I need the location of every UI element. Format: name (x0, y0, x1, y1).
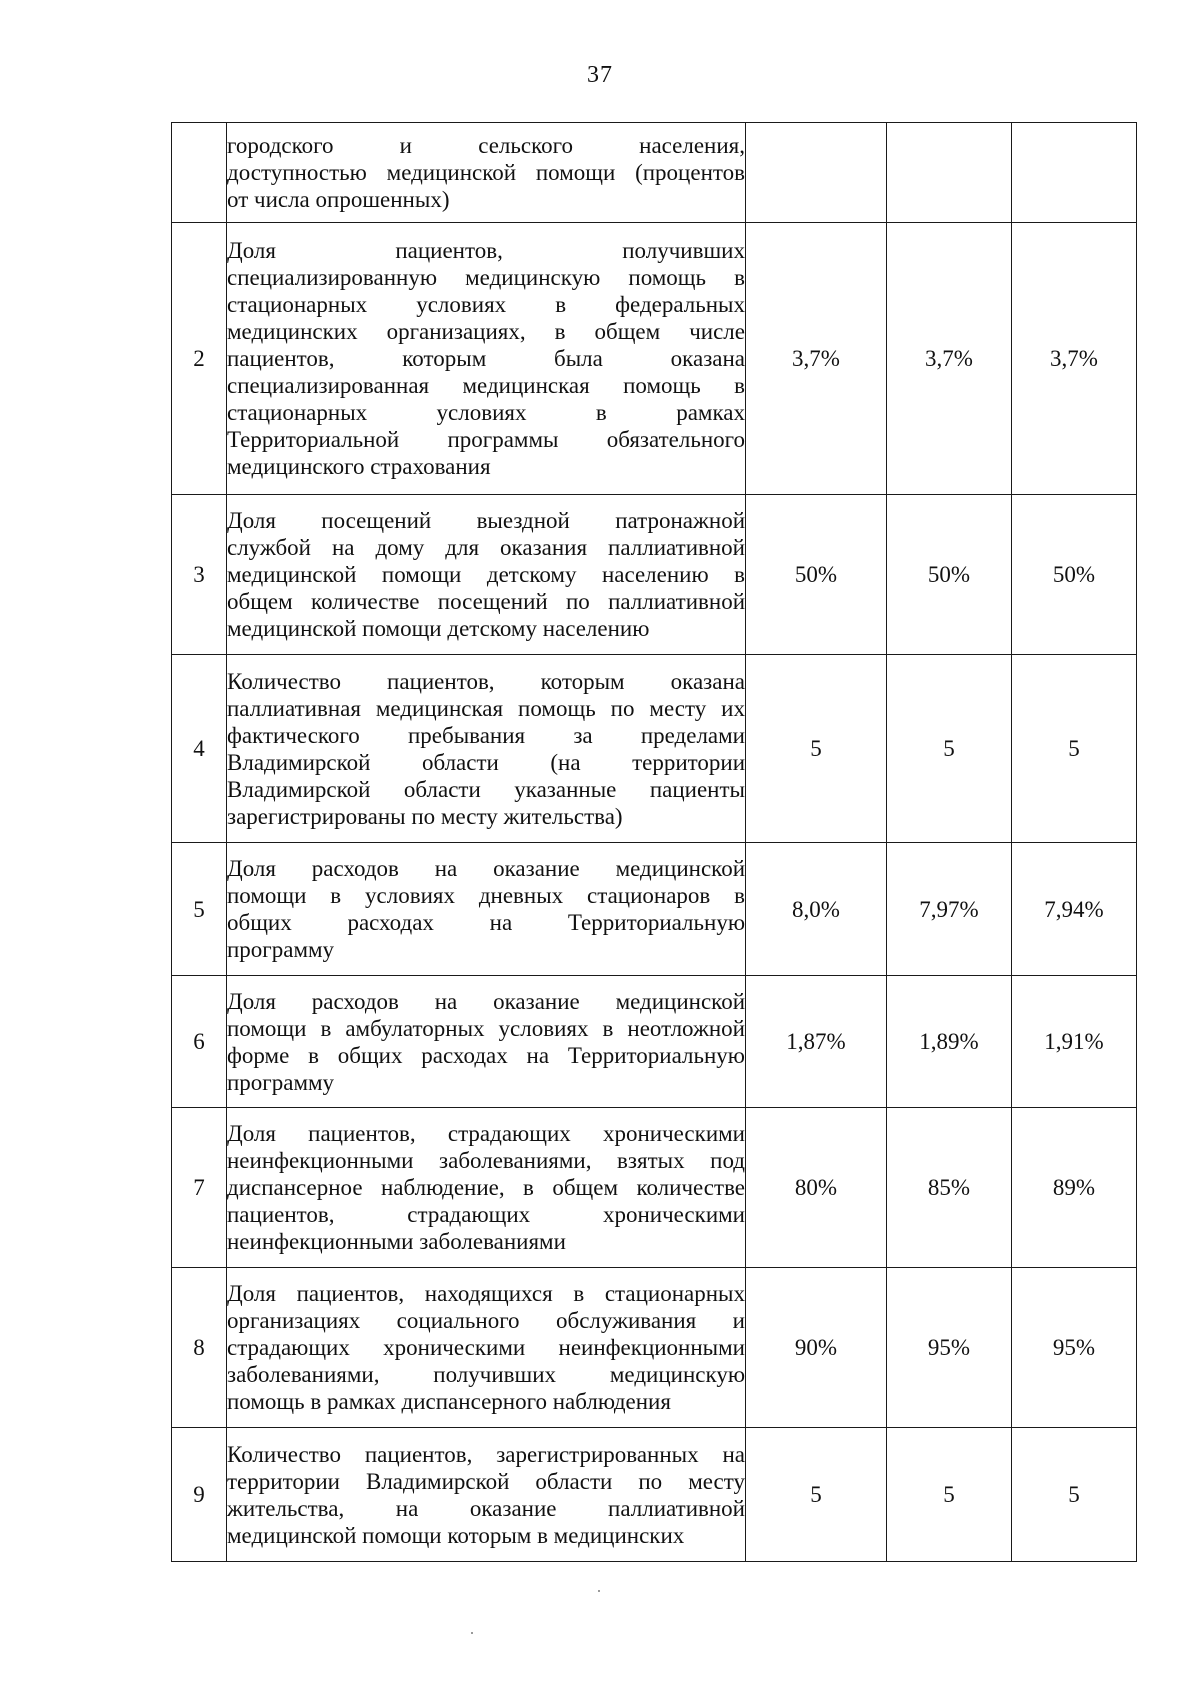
description-line: специализированная медицинская помощь в (227, 373, 745, 398)
description-line: Владимирской области (на территории (227, 749, 745, 775)
description-line: Доля посещений выездной патронажной (227, 508, 745, 533)
description-line: Доля пациентов, находящихся в стационарных (227, 1281, 745, 1306)
description-line: заболеваниями, получивших медицинскую (227, 1362, 745, 1387)
description-line: стационарных условиях в федеральных (227, 292, 745, 317)
description-line: жительства, на оказание паллиативной (227, 1495, 745, 1521)
description-line: специализированную медицинскую помощь в (227, 265, 745, 290)
description-line: доступностью медицинской помощи (процентов (227, 160, 745, 185)
description-line: помощи в амбулаторных условиях в неотложной (227, 1015, 745, 1041)
indicator-description (227, 123, 746, 223)
description-line: помощи в условиях дневных стационаров в (227, 883, 745, 908)
value-year-3 (1012, 123, 1137, 223)
value-year-2: 95% (887, 1268, 1012, 1428)
value-year-1: 5 (746, 655, 887, 843)
row-number: 4 (172, 655, 227, 843)
page-number: 37 (587, 62, 613, 88)
description-line: территории Владимирской области по месту (227, 1468, 745, 1494)
indicator-description (227, 1428, 746, 1562)
description-line: пациентов, которым была оказана (227, 346, 745, 371)
value-year-2: 50% (887, 495, 1012, 655)
value-year-2: 3,7% (887, 223, 1012, 495)
row-number: 7 (172, 1108, 227, 1268)
value-year-1: 8,0% (746, 843, 887, 976)
value-year-1: 90% (746, 1268, 887, 1428)
value-year-1: 1,87% (746, 976, 887, 1108)
description-line: организациях социального обслуживания и (227, 1308, 745, 1333)
value-year-2: 1,89% (887, 976, 1012, 1108)
description-line: медицинской помощи детскому населению в (227, 562, 745, 587)
value-year-3: 5 (1012, 655, 1137, 843)
indicators-table-body (172, 123, 1137, 1562)
value-year-2: 85% (887, 1108, 1012, 1268)
value-year-1: 5 (746, 1428, 887, 1562)
description-line: Доля расходов на оказание медицинской (227, 856, 745, 881)
value-year-2: 5 (887, 655, 1012, 843)
description-line: стационарных условиях в рамках (227, 400, 745, 425)
value-year-3: 89% (1012, 1108, 1137, 1268)
description-line: медицинского страхования (227, 454, 491, 479)
description-line: медицинских организациях, в общем числе (227, 319, 745, 344)
description-line: фактического пребывания за пределами (227, 722, 745, 748)
description-line: Количество пациентов, зарегистрированных на (227, 1441, 745, 1467)
indicator-description (227, 976, 746, 1108)
value-year-2: 7,97% (887, 843, 1012, 976)
description-line: страдающих хроническими неинфекционными (227, 1335, 745, 1360)
scan-dot (598, 1590, 600, 1592)
table-row (172, 843, 1137, 976)
table-row (172, 1428, 1137, 1562)
row-number: 2 (172, 223, 227, 495)
description-line: общем количестве посещений по паллиативной (227, 589, 745, 614)
row-number: 8 (172, 1268, 227, 1428)
value-year-2: 5 (887, 1428, 1012, 1562)
table-row (172, 123, 1137, 223)
description-line: зарегистрированы по месту жительства) (227, 803, 623, 829)
value-year-1 (746, 123, 887, 223)
description-line: Доля расходов на оказание медицинской (227, 988, 745, 1014)
row-number: 6 (172, 976, 227, 1108)
description-line: Количество пациентов, которым оказана (227, 668, 745, 694)
description-line: диспансерное наблюдение, в общем количестве (227, 1175, 745, 1200)
description-line: неинфекционными заболеваниями, взятых под (227, 1148, 745, 1173)
indicator-description (227, 1108, 746, 1268)
description-line: неинфекционными заболеваниями (227, 1229, 566, 1254)
value-year-3: 7,94% (1012, 843, 1137, 976)
description-line: общих расходах на Территориальную (227, 910, 745, 935)
indicators-table (171, 122, 1137, 1562)
table-row (172, 223, 1137, 495)
description-line: пациентов, страдающих хроническими (227, 1202, 745, 1227)
value-year-3: 3,7% (1012, 223, 1137, 495)
row-number: 3 (172, 495, 227, 655)
description-line: медицинской помощи которым в медицинских (227, 1522, 685, 1548)
indicator-description (227, 495, 746, 655)
description-line: помощь в рамках диспансерного наблюдения (227, 1389, 671, 1414)
value-year-3: 95% (1012, 1268, 1137, 1428)
row-number: 5 (172, 843, 227, 976)
description-line: от числа опрошенных) (227, 187, 450, 212)
scan-dot (471, 1632, 473, 1634)
table-row (172, 495, 1137, 655)
table-row (172, 976, 1137, 1108)
description-line: Доля пациентов, получивших (227, 238, 745, 263)
value-year-3: 50% (1012, 495, 1137, 655)
indicator-description (227, 1268, 746, 1428)
description-line: медицинской помощи детскому населению (227, 616, 650, 641)
indicator-description (227, 223, 746, 495)
description-line: городского и сельского населения, (227, 133, 745, 158)
value-year-2 (887, 123, 1012, 223)
row-number: 9 (172, 1428, 227, 1562)
row-number (172, 123, 227, 223)
description-line: программу (227, 937, 335, 962)
table-row (172, 1108, 1137, 1268)
value-year-3: 1,91% (1012, 976, 1137, 1108)
description-line: Доля пациентов, страдающих хроническими (227, 1121, 745, 1146)
description-line: паллиативная медицинская помощь по месту их (227, 695, 745, 721)
description-line: службой на дому для оказания паллиативной (227, 535, 745, 560)
table-row (172, 655, 1137, 843)
description-line: Владимирской области указанные пациенты (227, 776, 745, 802)
indicator-description (227, 655, 746, 843)
description-line: форме в общих расходах на Территориальную (227, 1042, 745, 1068)
value-year-1: 80% (746, 1108, 887, 1268)
value-year-1: 50% (746, 495, 887, 655)
value-year-3: 5 (1012, 1428, 1137, 1562)
description-line: программу (227, 1069, 335, 1095)
value-year-1: 3,7% (746, 223, 887, 495)
description-line: Территориальной программы обязательного (227, 427, 745, 452)
table-row (172, 1268, 1137, 1428)
indicator-description (227, 843, 746, 976)
